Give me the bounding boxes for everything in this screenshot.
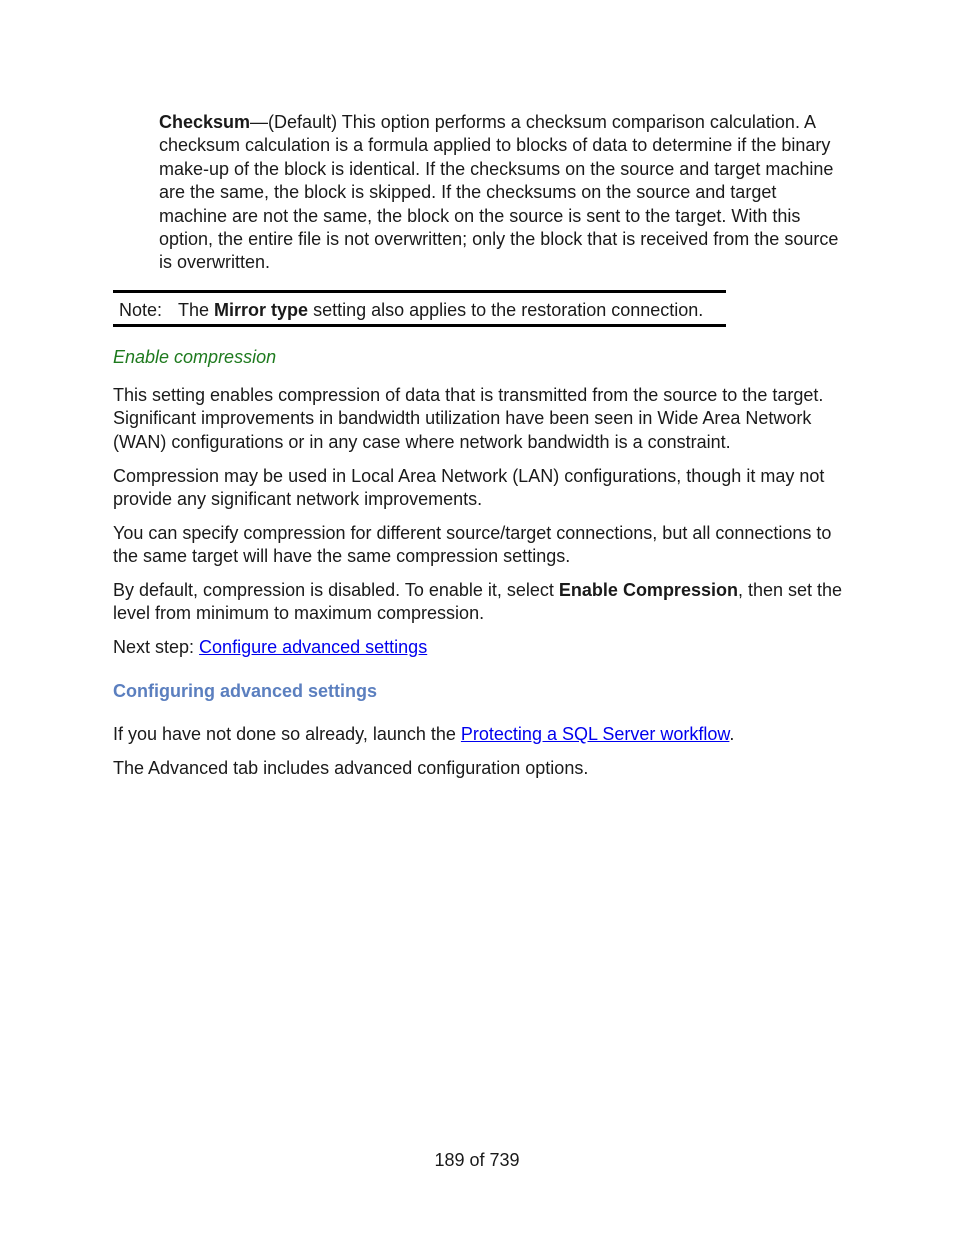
configure-advanced-settings-link[interactable]: Configure advanced settings: [199, 637, 428, 657]
advanced-p1-suffix: .: [729, 724, 735, 744]
compression-p4-suffix: , then set the level from minimum to maximum compression.: [113, 580, 843, 624]
compression-paragraph-2: Compression may be used in Local Area Network (LAN) configurations, though it may not provide any significant network improvements.: [113, 466, 825, 510]
page-number: 189 of 739: [434, 1150, 520, 1170]
next-step-line: [113, 636, 848, 659]
note-label: Note:: [119, 300, 163, 320]
compression-paragraph-4: [113, 579, 848, 626]
checksum-term: Checksum: [159, 112, 251, 132]
compression-p4-prefix: By default, compression is disabled. To enable it, select: [113, 580, 559, 600]
advanced-paragraph-2: The Advanced tab includes advanced configuration options.: [113, 758, 589, 778]
note-content: [119, 299, 703, 322]
next-step-prefix: Next step:: [113, 637, 200, 657]
configuring-advanced-settings-heading: Configuring advanced settings: [113, 681, 378, 701]
protecting-sql-server-workflow-link[interactable]: Protecting a SQL Server workflow: [460, 724, 730, 744]
advanced-paragraph-1: [113, 723, 848, 746]
advanced-p1-prefix: If you have not done so already, launch the: [113, 724, 461, 744]
checksum-description: —(Default) This option performs a checksum comparison calculation. A checksum calculation is a formula applied to blocks of data to determine if the binary make-up of the block is identical. If the checksums on the source and target machine are the same, the block is skipped. If the checksums on the source and target machine are not the same, the block on the source is sent to the target. With this option, the entire file is not overwritten; only the block that is received from the source is overwritten.: [159, 112, 839, 273]
note-suffix: setting also applies to the restoration connection.: [308, 300, 704, 320]
note-prefix: The: [178, 300, 215, 320]
enable-compression-bold: Enable Compression: [558, 580, 738, 600]
note-box: [113, 290, 726, 327]
checksum-paragraph: [159, 111, 849, 275]
note-bold: Mirror type: [214, 300, 309, 320]
compression-paragraph-3: You can specify compression for different source/target connections, but all connections to the same target will have the same compression settings.: [113, 523, 832, 567]
compression-paragraph-1: This setting enables compression of data that is transmitted from the source to the target. Significant improvements in bandwidth utilization have been seen in Wide Area Network (WAN) configurations or in any case where network bandwidth is a constraint.: [113, 385, 824, 452]
enable-compression-heading: Enable compression: [113, 347, 277, 367]
